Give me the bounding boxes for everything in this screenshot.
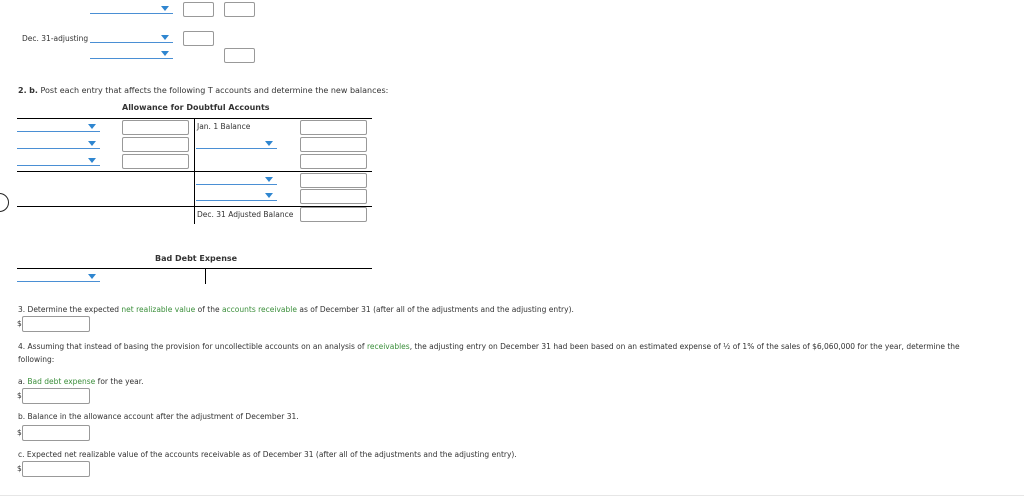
allowance-debit-amount-3[interactable] — [122, 154, 189, 169]
allowance-debit-dropdown-3[interactable] — [17, 157, 100, 166]
currency-symbol: $ — [17, 391, 22, 400]
part3-instruction: 3. Determine the expected net realizable value of the accounts receivable as of December 31 (after all of the adjustments and the adjusting entry). — [18, 305, 574, 314]
bad-debt-account-title: Bad Debt Expense — [155, 254, 238, 263]
allowance-account-title: Allowance for Doubtful Accounts — [122, 103, 270, 112]
journal-account-dropdown-2[interactable] — [90, 34, 173, 43]
bad-debt-t-center-line — [205, 268, 206, 284]
bottom-divider — [0, 495, 1024, 496]
bad-debt-t-top-line — [17, 268, 372, 269]
allowance-debit-dropdown-1[interactable] — [17, 123, 100, 132]
journal-debit-input-2[interactable] — [183, 31, 214, 46]
chevron-down-icon — [161, 35, 169, 40]
allowance-dec31-label: Dec. 31 Adjusted Balance — [197, 210, 294, 219]
journal-debit-input-1[interactable] — [183, 2, 214, 17]
receivables-link[interactable]: receivables — [366, 342, 410, 351]
journal-account-dropdown-1[interactable] — [90, 5, 173, 14]
allowance-credit-amount-3[interactable] — [300, 173, 367, 188]
accounts-receivable-link[interactable]: accounts receivable — [221, 305, 297, 314]
part4a-instruction: a. Bad debt expense for the year. — [18, 377, 144, 386]
allowance-credit-dropdown-2[interactable] — [196, 176, 277, 185]
chevron-down-icon — [265, 193, 273, 198]
part4-instruction: 4. Assuming that instead of basing the provision for uncollectible accounts on an analysis of receivables, the adjusting entry on December 31 had been based on an estimated expense of ½ of 1% of the sales of $6,060,000 for the year, determine the — [18, 342, 960, 351]
chevron-down-icon — [265, 141, 273, 146]
part4-instruction-line2: following: — [18, 355, 55, 364]
allowance-t-subtotal-line — [17, 171, 372, 172]
bad-debt-expense-link[interactable]: Bad debt expense — [27, 377, 96, 386]
allowance-debit-amount-2[interactable] — [122, 137, 189, 152]
chevron-down-icon — [88, 158, 96, 163]
allowance-credit-dropdown-1[interactable] — [196, 140, 277, 149]
net-realizable-value-link[interactable]: net realizable value — [121, 305, 196, 314]
currency-symbol: $ — [17, 319, 22, 328]
allowance-jan1-label: Jan. 1 Balance — [197, 122, 251, 131]
chevron-down-icon — [88, 274, 96, 279]
journal-credit-input-1[interactable] — [224, 2, 255, 17]
part4c-nrv-input[interactable] — [22, 461, 90, 477]
part4b-instruction: b. Balance in the allowance account after the adjustment of December 31. — [18, 412, 299, 421]
allowance-debit-dropdown-2[interactable] — [17, 140, 100, 149]
circle-marker-icon — [0, 193, 9, 212]
part3-nrv-input[interactable] — [22, 316, 90, 332]
allowance-credit-amount-1[interactable] — [300, 137, 367, 152]
part4a-bad-debt-input[interactable] — [22, 388, 90, 404]
allowance-credit-amount-2[interactable] — [300, 154, 367, 169]
chevron-down-icon — [88, 124, 96, 129]
chevron-down-icon — [161, 6, 169, 11]
allowance-debit-amount-1[interactable] — [122, 120, 189, 135]
chevron-down-icon — [161, 51, 169, 56]
currency-symbol: $ — [17, 464, 22, 473]
chevron-down-icon — [88, 141, 96, 146]
currency-symbol: $ — [17, 428, 22, 437]
part4b-allowance-input[interactable] — [22, 425, 90, 441]
allowance-credit-amount-4[interactable] — [300, 189, 367, 204]
journal-credit-input-3[interactable] — [224, 48, 255, 63]
part4c-instruction: c. Expected net realizable value of the accounts receivable as of December 31 (after all of the adjustments and the adjusting entry). — [18, 450, 517, 459]
allowance-credit-dropdown-3[interactable] — [196, 192, 277, 201]
allowance-dec31-amount[interactable] — [300, 207, 367, 222]
chevron-down-icon — [265, 177, 273, 182]
bad-debt-debit-dropdown-1[interactable] — [17, 273, 100, 282]
part2b-instruction: 2. b. Post each entry that affects the following T accounts and determine the new balances: — [18, 86, 389, 95]
journal-account-dropdown-3[interactable] — [90, 50, 173, 59]
journal-row-label: Dec. 31-adjusting — [22, 34, 89, 43]
allowance-jan1-amount[interactable] — [300, 120, 367, 135]
